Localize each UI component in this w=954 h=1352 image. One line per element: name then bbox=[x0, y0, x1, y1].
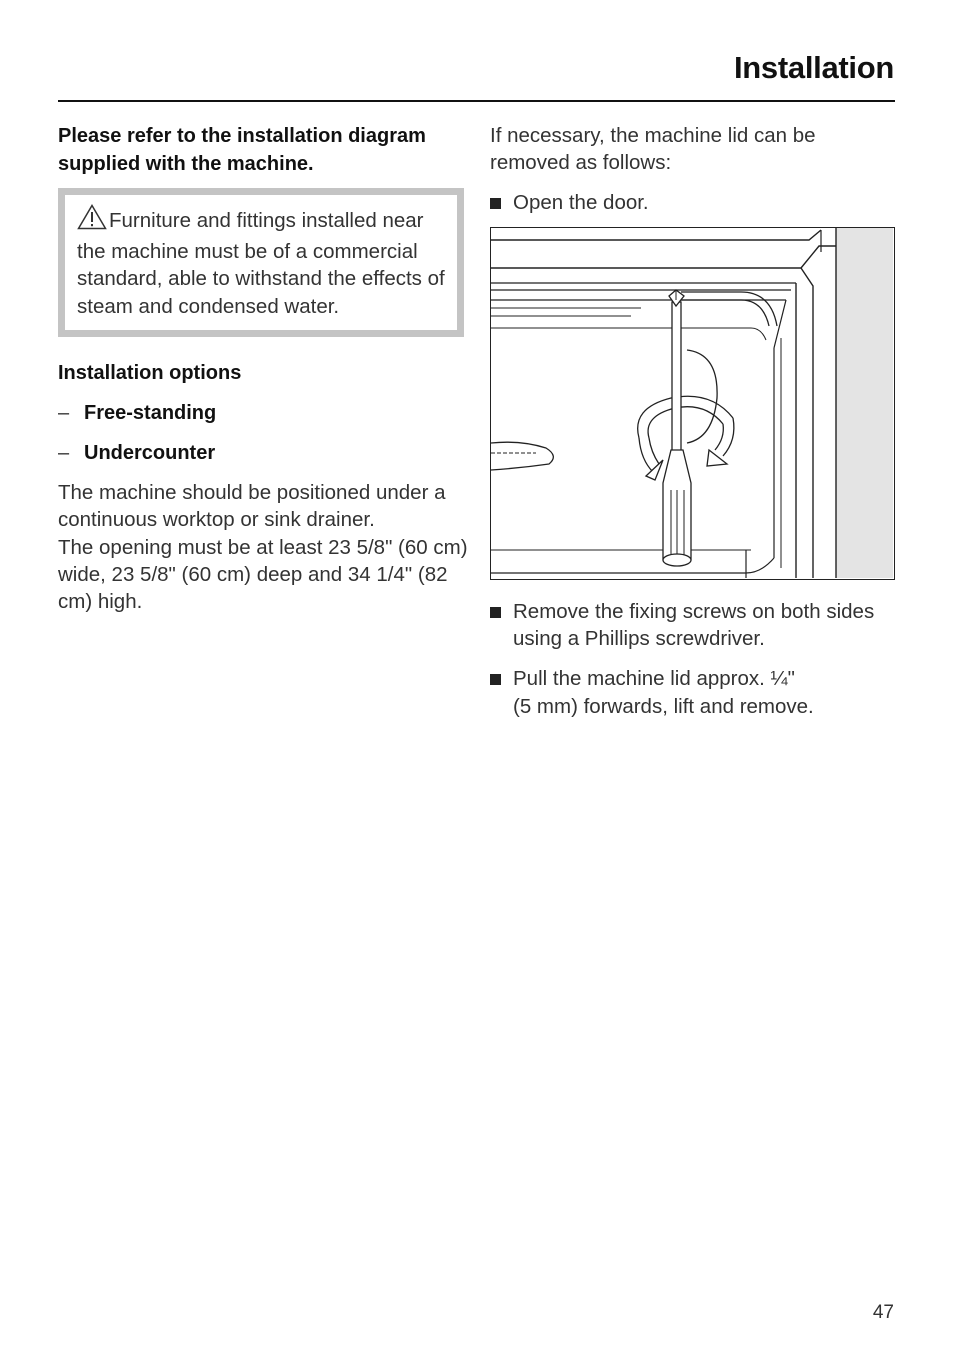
page-title: Installation bbox=[733, 50, 894, 85]
installation-diagram-note: Please refer to the installation diagram supplied with the machine. bbox=[58, 125, 426, 175]
list-item bbox=[490, 189, 895, 216]
option-undercounter: Undercounter bbox=[84, 442, 216, 464]
warning-triangle-icon bbox=[77, 204, 107, 238]
step-open-door: Open the door. bbox=[513, 190, 649, 214]
dash-mark: – bbox=[58, 402, 70, 424]
installation-options-list bbox=[58, 399, 468, 467]
title-divider bbox=[58, 100, 895, 102]
option-free-standing: Free-standing bbox=[84, 402, 217, 424]
bullet-square-icon bbox=[490, 198, 501, 209]
bullet-square-icon bbox=[490, 607, 501, 618]
installation-options-heading: Installation options bbox=[58, 362, 242, 384]
step-remove-screws: Remove the fixing screws on both sides using a Phillips screwdriver. bbox=[513, 599, 875, 651]
list-item bbox=[58, 399, 468, 427]
screwdriver-removing-lid-screw-illustration bbox=[490, 227, 895, 580]
opening-dimensions-paragraph: The opening must be at least 23 5/8" (60 cm) wide, 23 5/8" (60 cm) deep and 34 1/4" (82 cm) high. bbox=[58, 535, 468, 614]
positioning-paragraph: The machine should be positioned under a continuous worktop or sink drainer. bbox=[58, 481, 446, 532]
step-list-2 bbox=[490, 598, 895, 720]
list-item bbox=[58, 439, 468, 467]
step-pull-lid-line-2: (5 mm) forwards, lift and remove. bbox=[513, 694, 814, 718]
warning-box bbox=[58, 188, 464, 337]
left-column bbox=[58, 122, 468, 615]
list-item bbox=[490, 598, 895, 653]
dash-mark: – bbox=[58, 442, 70, 464]
step-list-1 bbox=[490, 189, 895, 216]
page-number: 47 bbox=[872, 1302, 894, 1323]
list-item bbox=[490, 665, 895, 720]
warning-text-block bbox=[77, 204, 445, 320]
lid-removal-intro: If necessary, the machine lid can be removed as follows: bbox=[490, 124, 816, 175]
step-pull-lid-line-1: Pull the machine lid approx. ¼" bbox=[513, 667, 795, 691]
warning-text: Furniture and fittings installed near the machine must be of a commercial standard, able to withstand the effects of steam and condensed water. bbox=[77, 209, 445, 318]
bullet-square-icon bbox=[490, 674, 501, 685]
right-column bbox=[490, 122, 895, 720]
